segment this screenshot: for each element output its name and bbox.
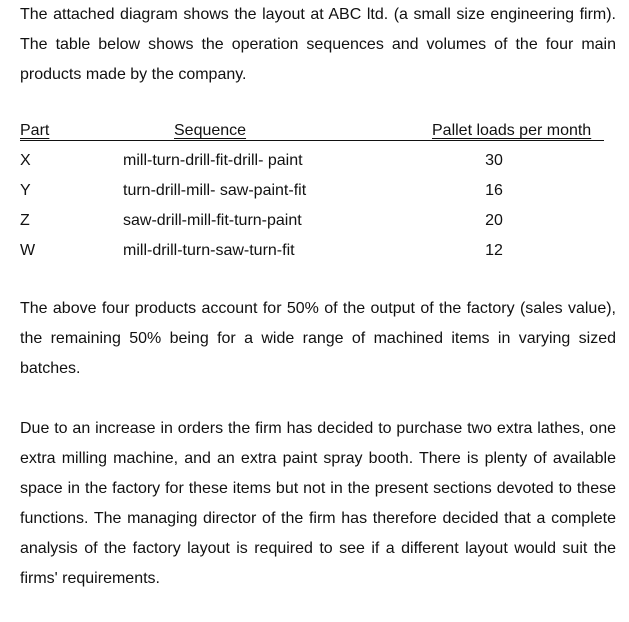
- cell-pallet-loads: 16: [485, 182, 503, 199]
- header-part: Part: [20, 122, 50, 139]
- header-sequence: Sequence: [174, 122, 247, 139]
- cell-part: Y: [20, 182, 31, 199]
- cell-part: Z: [20, 212, 30, 229]
- table-row: [20, 206, 616, 236]
- table-row: [20, 176, 616, 206]
- cell-sequence: mill-turn-drill-fit-drill- paint: [123, 152, 303, 169]
- cell-part: X: [20, 152, 31, 169]
- cell-pallet-loads: 30: [485, 152, 503, 169]
- cell-sequence: mill-drill-turn-saw-turn-fit: [123, 242, 295, 259]
- table-row: [20, 236, 616, 266]
- header-rule: [20, 140, 604, 141]
- cell-part: W: [20, 242, 36, 259]
- cell-sequence: saw-drill-mill-fit-turn-paint: [123, 212, 302, 229]
- output-paragraph: The above four products account for 50% of the output of the factory (sales value), the remaining 50% being for a wide range of machined items in varying sized batches.: [20, 300, 616, 377]
- expansion-paragraph: Due to an increase in orders the firm has decided to purchase two extra lathes, one extra milling machine, and an extra paint spray booth. There is plenty of available space in the factory for these items but not in the present sections devoted to these functions. The managing director of the firm has therefore decided that a complete analysis of the factory layout is required to see if a different layout would suit the firms' requirements.: [20, 420, 616, 587]
- table-header: [20, 116, 616, 146]
- cell-pallet-loads: 12: [485, 242, 503, 259]
- operations-table: [20, 116, 616, 266]
- cell-sequence: turn-drill-mill- saw-paint-fit: [123, 182, 307, 199]
- header-pallet-loads: Pallet loads per month: [432, 122, 592, 139]
- intro-paragraph: The attached diagram shows the layout at ABC ltd. (a small size engineering firm). The table below shows the operation sequences and volumes of the four main products made by the company.: [20, 6, 616, 83]
- cell-pallet-loads: 20: [485, 212, 503, 229]
- table-row: [20, 146, 616, 176]
